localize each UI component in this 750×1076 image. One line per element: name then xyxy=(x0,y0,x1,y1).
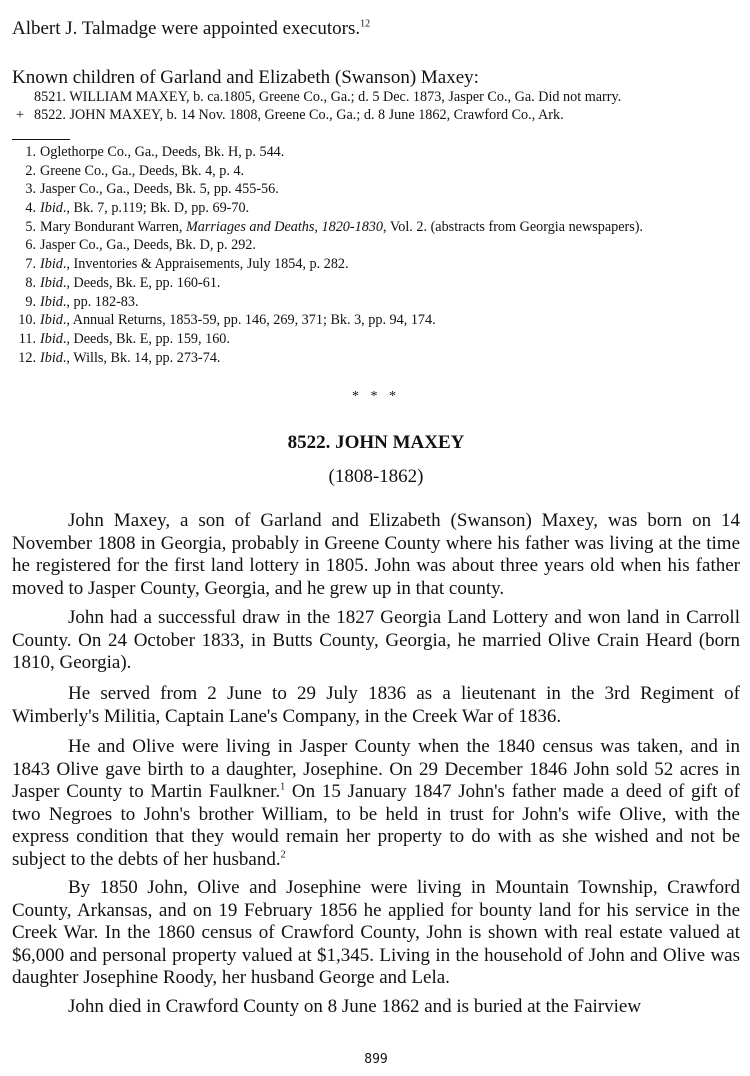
footnote-italic: Ibid xyxy=(40,330,63,347)
page-number: 899 xyxy=(364,1052,388,1067)
children-heading: Known children of Garland and Elizabeth (Swanson) Maxey: xyxy=(12,67,479,88)
intro-text: Albert J. Talmadge were appointed executors. xyxy=(12,18,361,39)
footnote xyxy=(12,180,643,199)
footnote-number: 8. xyxy=(25,274,36,291)
footnote-ref: 12 xyxy=(360,18,371,30)
footnote-text: Oglethorpe Co., Ga., Deeds, Bk. H, p. 544. xyxy=(40,144,285,160)
body-paragraph: By 1850 John, Olive and Josephine were living in Mountain Township, Crawford County, Arkansas, and on 19 February 1856 he applied for bounty land for his service in the Creek War. In the 1860 census of Crawford County, John is shown with real estate valued at $6,000 and personal property valued at $1,345. Living in the household of John and Olive was daughter Josephine Roody, her husband George and Lela. xyxy=(12,877,740,989)
footnote xyxy=(12,293,643,312)
footnotes-list xyxy=(12,143,643,367)
footnote xyxy=(12,349,643,368)
footnote-number: 10. xyxy=(18,312,36,329)
footnote-text: ., Annual Returns, 1853-59, pp. 146, 269, 371; Bk. 3, pp. 94, 174. xyxy=(62,312,436,329)
footnote-text: Jasper Co., Ga., Deeds, Bk. D, p. 292. xyxy=(40,237,256,254)
footnote xyxy=(12,311,643,330)
body-paragraph: He served from 2 June to 29 July 1836 as a lieutenant in the 3rd Regiment of Wimberly's Militia, Captain Lane's Company, in the Creek War of 1836. xyxy=(12,683,740,727)
footnote-number: 12. xyxy=(18,349,36,366)
document-page xyxy=(12,0,740,1076)
footnote-italic: Ibid xyxy=(40,200,63,217)
footnote xyxy=(12,330,643,349)
footnote-text: Jasper Co., Ga., Deeds, Bk. 5, pp. 455-56. xyxy=(40,181,279,198)
footnote-text: ., Deeds, Bk. E, pp. 159, 160. xyxy=(62,330,230,347)
body-paragraph: John died in Crawford County on 8 June 1862 and is buried at the Fairview xyxy=(68,996,642,1017)
footnote-italic: Ibid xyxy=(40,256,63,273)
footnote-number: 9. xyxy=(25,293,36,310)
footnote xyxy=(12,162,643,181)
footnote-number: 4. xyxy=(25,200,36,217)
body-paragraph: John Maxey, a son of Garland and Elizabeth (Swanson) Maxey, was born on 14 November 1808 in Georgia, probably in Greene County where his father was living at the time he registered for the first land lottery in 1805. John was about three years old when his father moved to Jasper County, Georgia, and he grew up in that county. xyxy=(12,510,740,599)
footnote-text: ., pp. 182-83. xyxy=(62,293,139,310)
body-paragraph xyxy=(12,736,740,872)
intro-line xyxy=(12,18,370,40)
footnote-italic: Ibid xyxy=(40,293,63,310)
footnote-text: Greene Co., Ga., Deeds, Bk. 4, p. 4. xyxy=(40,162,245,179)
footnote-ref: 2 xyxy=(280,849,286,861)
footnote-number: 3. xyxy=(25,181,36,198)
footnote-number: 2. xyxy=(25,162,36,179)
footnote xyxy=(12,236,643,255)
child-entry-text: 8522. JOHN MAXEY, b. 14 Nov. 1808, Greene Co., Ga.; d. 8 June 1862, Crawford Co., Ark. xyxy=(34,107,564,123)
footnote-text: ., Bk. 7, p.119; Bk. D, pp. 69-70. xyxy=(62,200,250,217)
child-entry xyxy=(34,89,621,106)
footnote-number: 6. xyxy=(25,237,36,254)
footnote-italic: Ibid xyxy=(40,349,63,366)
child-entry-text: 8521. WILLIAM MAXEY, b. ca.1805, Greene Co., Ga.; d. 5 Dec. 1873, Jasper Co., Ga. Did not marry. xyxy=(34,89,622,105)
footnote xyxy=(12,218,643,237)
child-entry-marker: + xyxy=(16,107,25,123)
paragraph-text: On 15 January 1847 John's father made a deed of gift of two Negroes to John's brother William, to be held in trust for John's wife Olive, with the express condition that they would remain her property to do with as she wished and not be subject to the debts of her husband. xyxy=(12,781,740,870)
section-dates: (1808-1862) xyxy=(328,466,424,487)
footnote-text: ., Wills, Bk. 14, pp. 273-74. xyxy=(62,349,221,366)
footnote-number: 5. xyxy=(25,218,36,235)
footnote-number: 11. xyxy=(18,330,36,347)
footnote-text: ., Inventories & Appraisements, July 1854, p. 282. xyxy=(62,256,349,273)
footnote-text: , Vol. 2. (abstracts from Georgia newspapers). xyxy=(383,218,644,235)
paragraph-text: He and Olive were living in Jasper County when the 1840 census was taken, and in 1843 Olive gave birth to a daughter, Josephine. On 29 December 1846 John sold 52 acres in Jasper County to Martin Faulkner. xyxy=(12,736,740,803)
footnote-text: Mary Bondurant Warren, xyxy=(40,218,186,235)
child-entry xyxy=(16,107,564,124)
section-title: 8522. JOHN MAXEY xyxy=(287,432,465,453)
footnote xyxy=(12,199,643,218)
footnote-ref: 1 xyxy=(280,781,286,793)
footnote xyxy=(12,274,643,293)
footnote-number: 7. xyxy=(25,256,36,273)
footnote-number: 1. xyxy=(25,144,36,160)
footnote xyxy=(12,255,643,274)
footnote-italic: Marriages and Deaths, 1820-1830 xyxy=(185,218,383,235)
footnote-text: ., Deeds, Bk. E, pp. 160-61. xyxy=(62,274,221,291)
footnote-rule xyxy=(12,139,70,140)
footnote xyxy=(12,143,643,162)
section-separator: * * * xyxy=(352,389,400,404)
footnote-italic: Ibid xyxy=(40,274,63,291)
footnote-italic: Ibid xyxy=(40,312,63,329)
body-paragraph: John had a successful draw in the 1827 Georgia Land Lottery and won land in Carroll County. On 24 October 1833, in Butts County, Georgia, he married Olive Crain Heard (born 1810, Georgia). xyxy=(12,607,740,674)
